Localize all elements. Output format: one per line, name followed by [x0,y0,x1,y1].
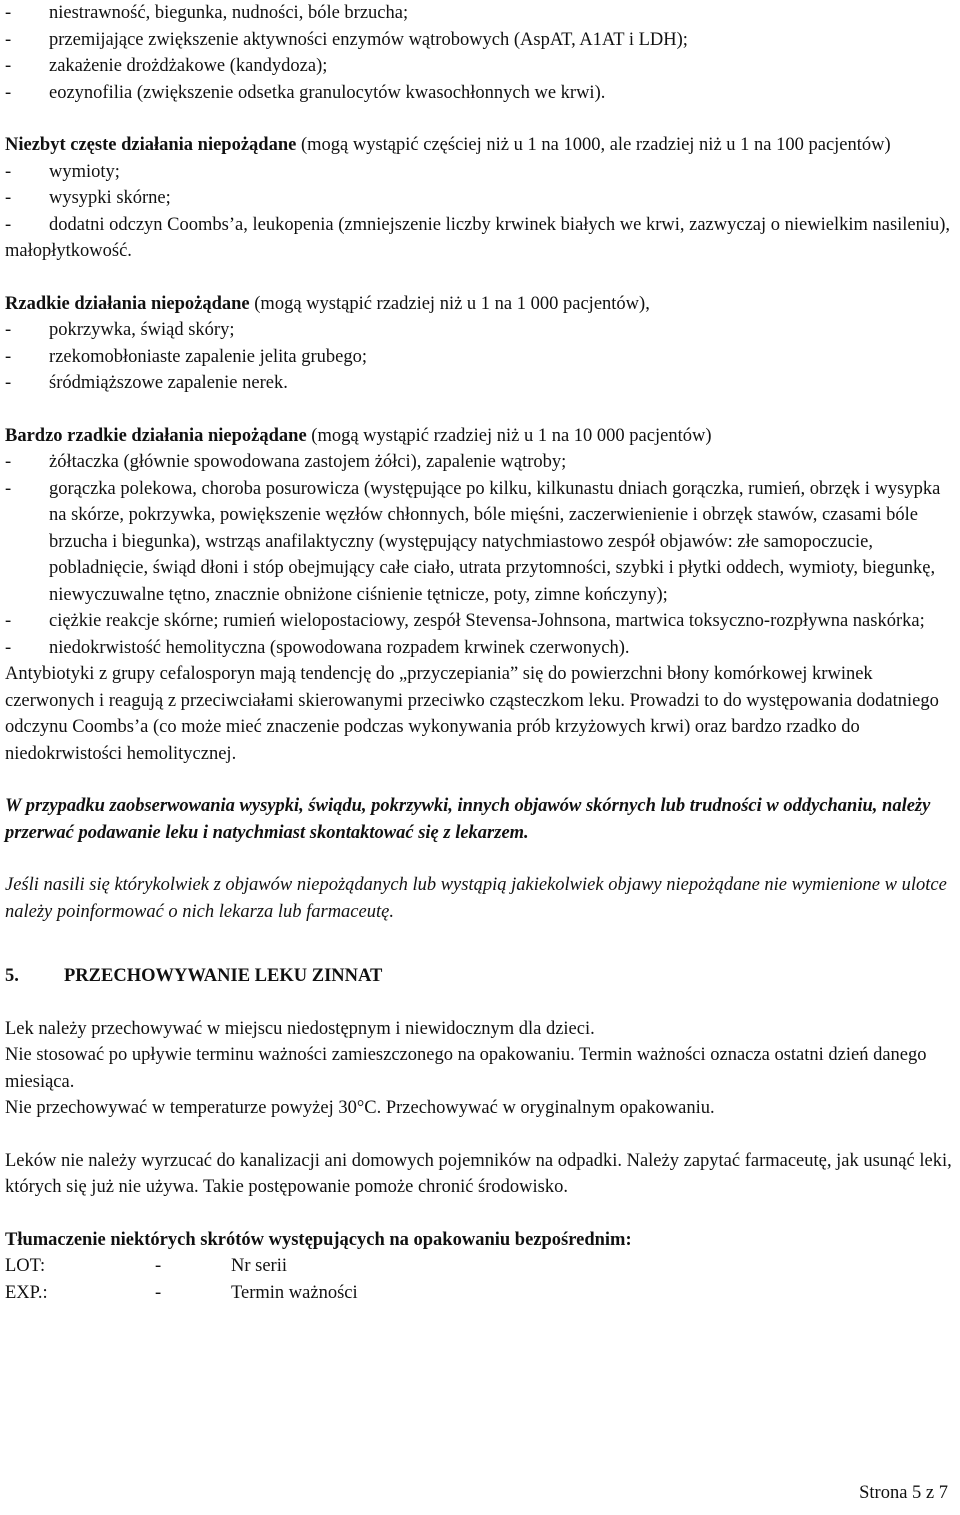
section-heading: Bardzo rzadkie działania niepożądane (mogą wystąpić rzadziej niż u 1 na 10 000 pacjentów) [5,425,712,446]
list-item: - ciężkie reakcje skórne; rumień wielopostaciowy, zespół Stevensa-Johnsona, martwica toksyczno-rozpływna naskórka; [5,611,925,631]
disposal-paragraph: Leków nie należy wyrzucać do kanalizacji ani domowych pojemników na odpadki. Należy zapytać farmaceutę, jak usunąć leki, których się już nie używa. Takie postępowanie pomoże chronić środowisko. [5,1150,952,1197]
warning-paragraph: W przypadku zaobserwowania wysypki, świądu, pokrzywki, innych objawów skórnych lub trudności w oddychaniu, należy przerwać podawanie leku i natychmiast skontaktować się z lekarzem. [5,796,931,843]
section-heading: Rzadkie działania niepożądane (mogą wystąpić rzadziej niż u 1 na 1 000 pacjentów), [5,293,650,314]
list-item: - przemijające zwiększenie aktywności enzymów wątrobowych (AspAT, A1AT i LDH); [5,29,688,50]
list-item: - eozynofilia (zwiększenie odsetka granulocytów kwasochłonnych we krwi). [5,82,606,103]
antibiotics-paragraph: Antybiotyki z grupy cefalosporyn mają tendencję do „przyczepiania” się do powierzchni błony komórkowej krwinek czerwonych i reagują z przeciwciałami skierowanymi przeciwko cząsteczkom leku. Prowadzi to do występowania dodatniego odczynu Coombs’a (co może mieć znaczenie podczas wykonywania prób krzyżowych krwi) oraz bardzo rzadko do niedokrwistości hemolitycznej. [5,664,939,764]
storage-section [5,1016,955,1122]
list-item: - wymioty; [5,161,120,182]
uncommon-side-effects-section [5,132,955,265]
storage-line: Nie stosować po upływie terminu ważności zamieszczonego na opakowaniu. Termin ważności oznacza ostatni dzień danego miesiąca. [5,1045,927,1092]
report-paragraph: Jeśli nasili się którykolwiek z objawów niepożądanych lub wystąpią jakiekolwiek objawy niepożądane nie wymienione w ulotce należy poinformować o nich lekarza lub farmaceutę. [5,875,947,922]
section-5-heading [5,963,955,990]
list-item: - gorączka polekowa, choroba posurowicza (występujące po kilku, kilkunastu dniach gorączka, rumień, obrzęk i wysypka na skórze, pokrzywka, powiększenie węzłów chłonnych, bóle mięśni, zaczerwienienie i obrzęk stawów, czasami bóle brzucha i biegunka), wstrząs anafilaktyczny (występujący natychmiastowo zespół objawów: złe samopoczucie, pobladnięcie, świąd dłoni i stóp obejmujący całe ciało, utrata przytomności, szybki i płytki oddech, wymioty, biegunkę, niewyczuwalne tętno, znacznie obniżone ciśnienie tętnicze, poty, zimne kończyny); [5,478,941,605]
rare-side-effects-section [5,291,955,397]
list-item: - niedokrwistość hemolityczna (spowodowana rozpadem krwinek czerwonych). [5,637,630,658]
storage-line: Nie przechowywać w temperaturze powyżej 30°C. Przechowywać w oryginalnym opakowaniu. [5,1098,715,1118]
storage-line: Lek należy przechowywać w miejscu niedostępnym i niewidocznym dla dzieci. [5,1018,595,1039]
list-item: - śródmiąższowe zapalenie nerek. [5,373,288,393]
list-item: - wysypki skórne; [5,188,171,208]
list-item: - dodatni odczyn Coombs’a, leukopenia (zmniejszenie liczby krwinek białych we krwi, zazwyczaj o niewielkim nasileniu), małopłytkowość. [5,214,951,261]
leaflet-page [5,0,955,1306]
section-title: PRZECHOWYWANIE LEKU ZINNAT [64,966,383,986]
abbreviation-row: LOT: - Nr serii [5,1256,287,1276]
section-heading: Niezbyt częste działania niepożądane (mogą wystąpić częściej niż u 1 na 1000, ale rzadziej niż u 1 na 100 pacjentów) [5,135,891,155]
side-effects-common-list [5,0,955,106]
section-number: 5. [5,966,19,986]
list-item: - rzekomobłoniaste zapalenie jelita grubego; [5,346,367,367]
abbreviation-row: EXP.: - Termin ważności [5,1282,358,1303]
abbreviations-heading: Tłumaczenie niektórych skrótów występujących na opakowaniu bezpośrednim: [5,1229,632,1250]
list-item: - niestrawność, biegunka, nudności, bóle brzucha; [5,3,409,23]
abbreviations-section [5,1227,955,1307]
page-number: Strona 5 z 7 [859,1483,948,1503]
list-item: - zakażenie drożdżakowe (kandydoza); [5,56,328,76]
list-item: - żółtaczka (głównie spowodowana zastojem żółci), zapalenie wątroby; [5,452,567,472]
list-item: - pokrzywka, świąd skóry; [5,320,235,340]
very-rare-side-effects-section [5,423,955,662]
